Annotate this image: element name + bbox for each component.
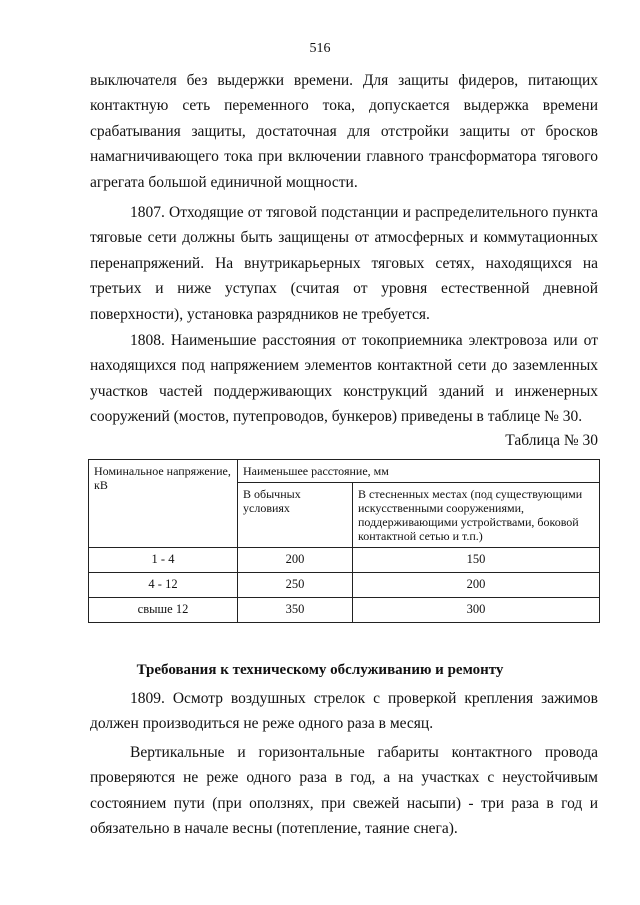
header-voltage: Номинальное напряжение, кВ (89, 460, 238, 548)
cell-voltage: 1 - 4 (89, 548, 238, 573)
header-cramped: В стесненных местах (под существующими искусственными сооружениями, поддерживающими устройствами, боковой контактной сетью и т.п.) (353, 483, 600, 548)
paragraph-1807: 1807. Отходящие от тяговой подстанции и распределительного пункта тяговые сети должны быть защищены от атмосферных и коммутационных перенапряжений. На внутрикарьерных тяговых сетях, находящихся на третьих и ниже уступах (считая от уровня естественной дневной поверхности), установка разрядников не требуется. (90, 204, 598, 323)
table-caption: Таблица № 30 (505, 432, 598, 449)
cell-cramped: 200 (353, 573, 600, 598)
header-distance: Наименьшее расстояние, мм (238, 460, 600, 483)
table-header-row (89, 460, 600, 483)
paragraph-vertical-gauges: Вертикальные и горизонтальные габариты контактного провода проверяются не реже одного раза в год, а на участках с неустойчивым состоянием пути (при оползнях, при свежей насыпи) - три раза в год и обязательно в начале весны (потепление, таяние снега). (90, 744, 598, 838)
page-number: 516 (309, 41, 331, 56)
paragraph-1808: 1808. Наименьшие расстояния от токоприемника электровоза или от находящихся под напряжением элементов контактной сети до заземленных участков частей поддерживающих конструкций зданий и инженерных сооружений (мостов, путепроводов, бункеров) приведены в таблице № 30. (90, 332, 598, 426)
table-row (89, 573, 600, 598)
cell-voltage: 4 - 12 (89, 573, 238, 598)
cell-normal: 350 (238, 598, 353, 623)
table-row (89, 548, 600, 573)
cell-cramped: 150 (353, 548, 600, 573)
cell-voltage: свыше 12 (89, 598, 238, 623)
table-row (89, 598, 600, 623)
cell-cramped: 300 (353, 598, 600, 623)
header-normal: В обычных условиях (238, 483, 353, 548)
paragraph-intro: выключателя без выдержки времени. Для защиты фидеров, питающих контактную сеть переменного тока, допускается выдержка времени срабатывания защиты, достаточная для отстройки защиты от бросков намагничивающего тока при включении главного трансформатора тягового агрегата большой единичной мощности. (90, 72, 598, 191)
cell-normal: 250 (238, 573, 353, 598)
distance-table (88, 459, 600, 623)
cell-normal: 200 (238, 548, 353, 573)
section-title: Требования к техническому обслуживанию и ремонту (136, 662, 504, 678)
paragraph-1809: 1809. Осмотр воздушных стрелок с проверкой крепления зажимов должен производиться не реже одного раза в месяц. (90, 690, 598, 733)
